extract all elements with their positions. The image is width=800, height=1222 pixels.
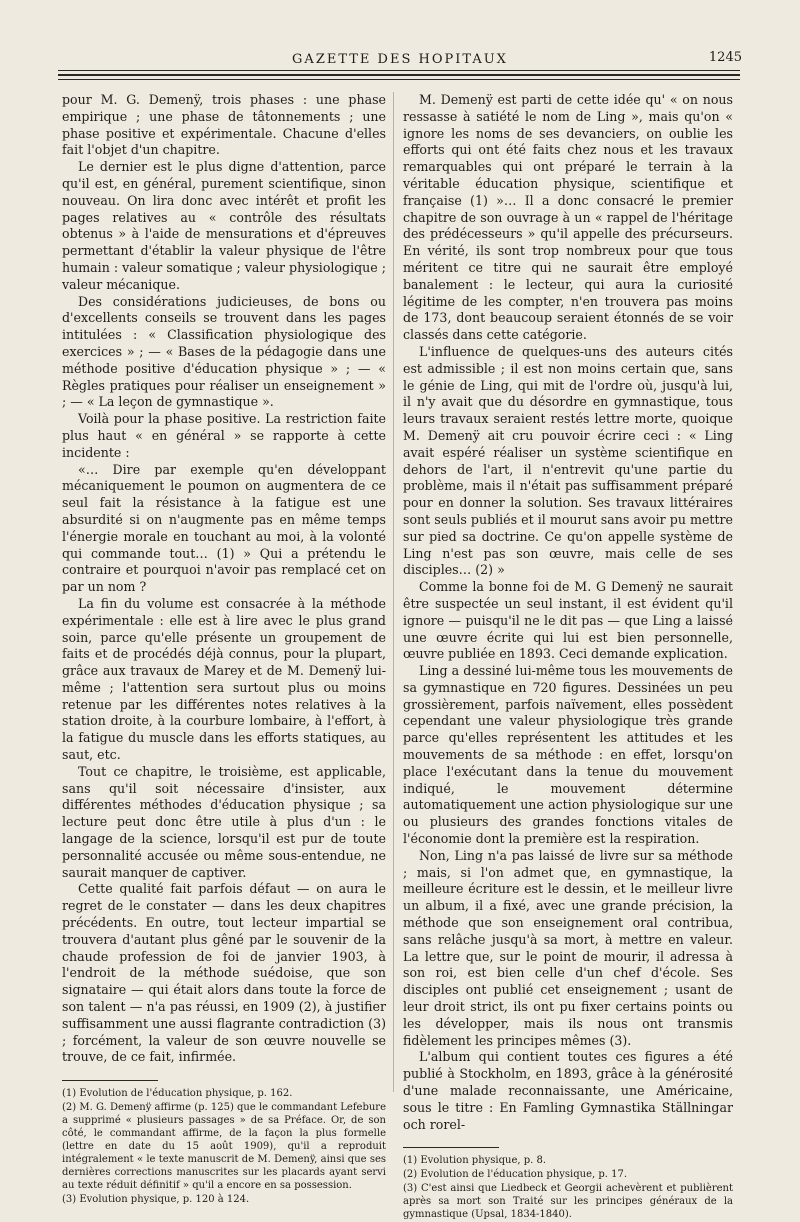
paragraph: Non, Ling n'a pas laissé de livre sur sa méthode ; mais, si l'on admet que, en gymnastique, la meilleure écriture est le dessin, et le meilleur livre un album, il a fixé, avec une grande précision, la méthode que son enseignement oral contribua, sans relâche jusqu'à sa mort, à mettre en valeur. La lettre que, sur le point de mourir, il adressa à son roi, est bien celle d'un chef d'école. Ses disciples ont publié cet enseignement ; usant de leur droit strict, ils ont pu fixer certains points ou les développer, mais ils nous ont transmis fidèlement les principes mêmes (3). bbox=[403, 847, 733, 1048]
quotation-paragraph: «… Dire par exemple qu'en développant mécaniquement le poumon on augmentera de ce seul fait la résistance à la fatigue est une absurdité si on n'augmente pas en même temps l'énergie morale en touchant au moi, à la volonté qui commande tout… (1) » Qui a prétendu le contraire et pourquoi n'avoir pas remplacé cet on par un nom ? bbox=[62, 461, 386, 595]
footnote-rule bbox=[403, 1147, 499, 1148]
left-column bbox=[62, 92, 386, 1207]
footnote: (3) Evolution physique, p. 120 à 124. bbox=[62, 1194, 250, 1206]
header-rule bbox=[58, 70, 740, 71]
running-title: GAZETTE DES HOPITAUX bbox=[292, 52, 508, 67]
paragraph: Le dernier est le plus digne d'attention, parce qu'il est, en général, purement scientifique, sinon nouveau. On lira donc avec intérêt et profit les pages relatives au « contrôle des résultats obtenus » à l'aide de mensurations et d'épreuves permettant d'établir la valeur physique de l'être humain : valeur somatique ; valeur physiologique ; valeur mécanique. bbox=[62, 159, 386, 292]
paragraph: M. Demenÿ est parti de cette idée qu' « on nous ressasse à satiété le nom de Ling », mais qu'on « ignore les noms de ses devanciers, on oublie les efforts qui ont été faits chez nous et les travaux remarquables qui ont préparé le terrain à la véritable éducation physique, scientifique et française (1) »… Il a donc consacré le premier chapitre de son ouvrage à un « rappel de l'héritage des prédécesseurs » qu'il appelle des précurseurs. En vérité, ils sont trop nombreux pour que tous méritent ce titre qui ne saurait être employé banalement : le lecteur, qui aura la curiosité légitime de les compter, n'en trouvera pas moins de 173, dont beaucoup seraient étonnés de se voir classés dans cette catégorie. bbox=[403, 92, 733, 343]
paragraph: Comme la bonne foi de M. G Demenÿ ne saurait être suspectée un seul instant, il est évident qu'il ignore — puisqu'il ne le dit pas — que Ling a laissé une œuvre écrite qui lui est bien personnelle, œuvre publiée en 1893. Ceci demande explication. bbox=[403, 579, 733, 662]
paragraph: L'influence de quelques-uns des auteurs cités est admissible ; il est non moins certain que, sans le génie de Ling, qui mit de l'ordre où, jusqu'à lui, il n'y avait que du désordre en gymnastique, tous leurs travaux seraient restés lettre morte, quoique M. Demenÿ ait cru pouvoir écrire ceci : « Ling avait espéré réaliser un système scientifique en dehors de l'art, il n'entrevit qu'une partie du problème, mais il n'était pas suffisamment préparé pour en donner la solution. Ses travaux littéraires sont seuls publiés et il mourut sans avoir pu mettre sur pied sa doctrine. Ce qu'on appelle système de Ling n'est pas son œuvre, mais celle de ses disciples… (2) » bbox=[403, 343, 733, 578]
paragraph: Cette qualité fait parfois défaut — on aura le regret de le constater — dans les deux chapitres précédents. En outre, tout lecteur impartial se trouvera d'autant plus gêné par le souvenir de la chaude profession de foi de janvier 1903, à l'endroit de la méthode suédoise, que son signataire — qui était alors dans toute la force de son talent — n'a pas réussi, en 1909 (2), à justifier suffisamment une aussi flagrante contradiction (3) ; forcément, la valeur de son œuvre nouvelle se trouve, de ce fait, infirmée. bbox=[62, 881, 386, 1065]
header-rule bbox=[58, 79, 740, 80]
footnote: (3) C'est ainsi que Liedbeck et Georgii achevèrent et publièrent après sa mort son Traité sur les principes généraux de la gymnastique (Upsal, 1834-1840). bbox=[403, 1183, 733, 1221]
footnote: (1) Evolution physique, p. 8. bbox=[403, 1155, 547, 1167]
paragraph: L'album qui contient toutes ces figures a été publié à Stockholm, en 1893, grâce à la générosité d'une malade reconnaissante, une Américaine, sous le titre : En Famling Gymnastika Ställningar och rorel- bbox=[403, 1049, 733, 1132]
paragraph: Des considérations judicieuses, de bons ou d'excellents conseils se trouvent dans les pages intitulées : « Classification physiologique des exercices » ; — « Bases de la pédagogie dans une méthode positive d'éducation physique » ; — « Règles pratiques pour réaliser un enseignement » ; — « La leçon de gymnastique ». bbox=[62, 293, 386, 410]
footnote: (2) Evolution de l'éducation physique, p. 17. bbox=[403, 1169, 628, 1181]
page-number: 1245 bbox=[708, 50, 742, 65]
footnote: (1) Evolution de l'éducation physique, p. 162. bbox=[62, 1088, 293, 1100]
footnotes bbox=[62, 1087, 386, 1206]
footnotes bbox=[403, 1154, 733, 1221]
footnote-rule bbox=[62, 1080, 158, 1081]
right-column bbox=[403, 92, 733, 1222]
column-divider bbox=[393, 92, 394, 1092]
paragraph: La fin du volume est consacrée à la méthode expérimentale : elle est à lire avec le plus grand soin, parce qu'elle présente un groupement de faits et de procédés déjà connus, pour la plupart, grâce aux travaux de Marey et de M. Demenÿ lui-même ; l'attention sera surtout plus ou moins retenue par les différentes notes relatives à la station droite, à la courbure lombaire, à l'effort, à la fatigue du muscle dans les efforts statiques, au saut, etc. bbox=[62, 595, 386, 763]
paragraph: Ling a dessiné lui-même tous les mouvements de sa gymnastique en 720 figures. Dessinées un peu grossièrement, parfois naïvement, elles possèdent cependant une valeur physiologique très grande parce qu'elles représentent les attitudes et les mouvements de sa méthode : en effet, lorsqu'on place l'exécutant dans la tenue du mouvement indiqué, le mouvement détermine automatiquement une action physiologique sur une ou plusieurs des grandes fonctions vitales de l'économie dont la première est la respiration. bbox=[403, 663, 733, 847]
paragraph: Tout ce chapitre, le troisième, est applicable, sans qu'il soit nécessaire d'insister, aux différentes méthodes d'éducation physique ; sa lecture peut donc être utile à plus d'un : le langage de la science, lorsqu'il est pur de toute personnalité accusée ou même sous-entendue, ne saurait manquer de captiver. bbox=[62, 763, 386, 880]
header-rule bbox=[58, 74, 740, 76]
footnote: (2) M. G. Demenÿ affirme (p. 125) que le commandant Lefebure a supprimé « plusieurs passages » de sa Préface. Or, de son côté, le commandant affirme, de la façon la plus formelle (lettre en date du 15 août 1909), qu'il a reproduit intégralement « le texte manuscrit de M. Demenÿ, ainsi que ses dernières corrections manuscrites sur les placards ayant servi au texte réduit définitif » qu'il a encore en sa possession. bbox=[62, 1102, 386, 1192]
paragraph: Voilà pour la phase positive. La restriction faite plus haut « en général » se rapporte à cette incidente : bbox=[62, 411, 386, 460]
paragraph: pour M. G. Demenÿ, trois phases : une phase empirique ; une phase de tâtonnements ; une phase positive et expérimentale. Chacune d'elles fait l'objet d'un chapitre. bbox=[62, 92, 386, 158]
